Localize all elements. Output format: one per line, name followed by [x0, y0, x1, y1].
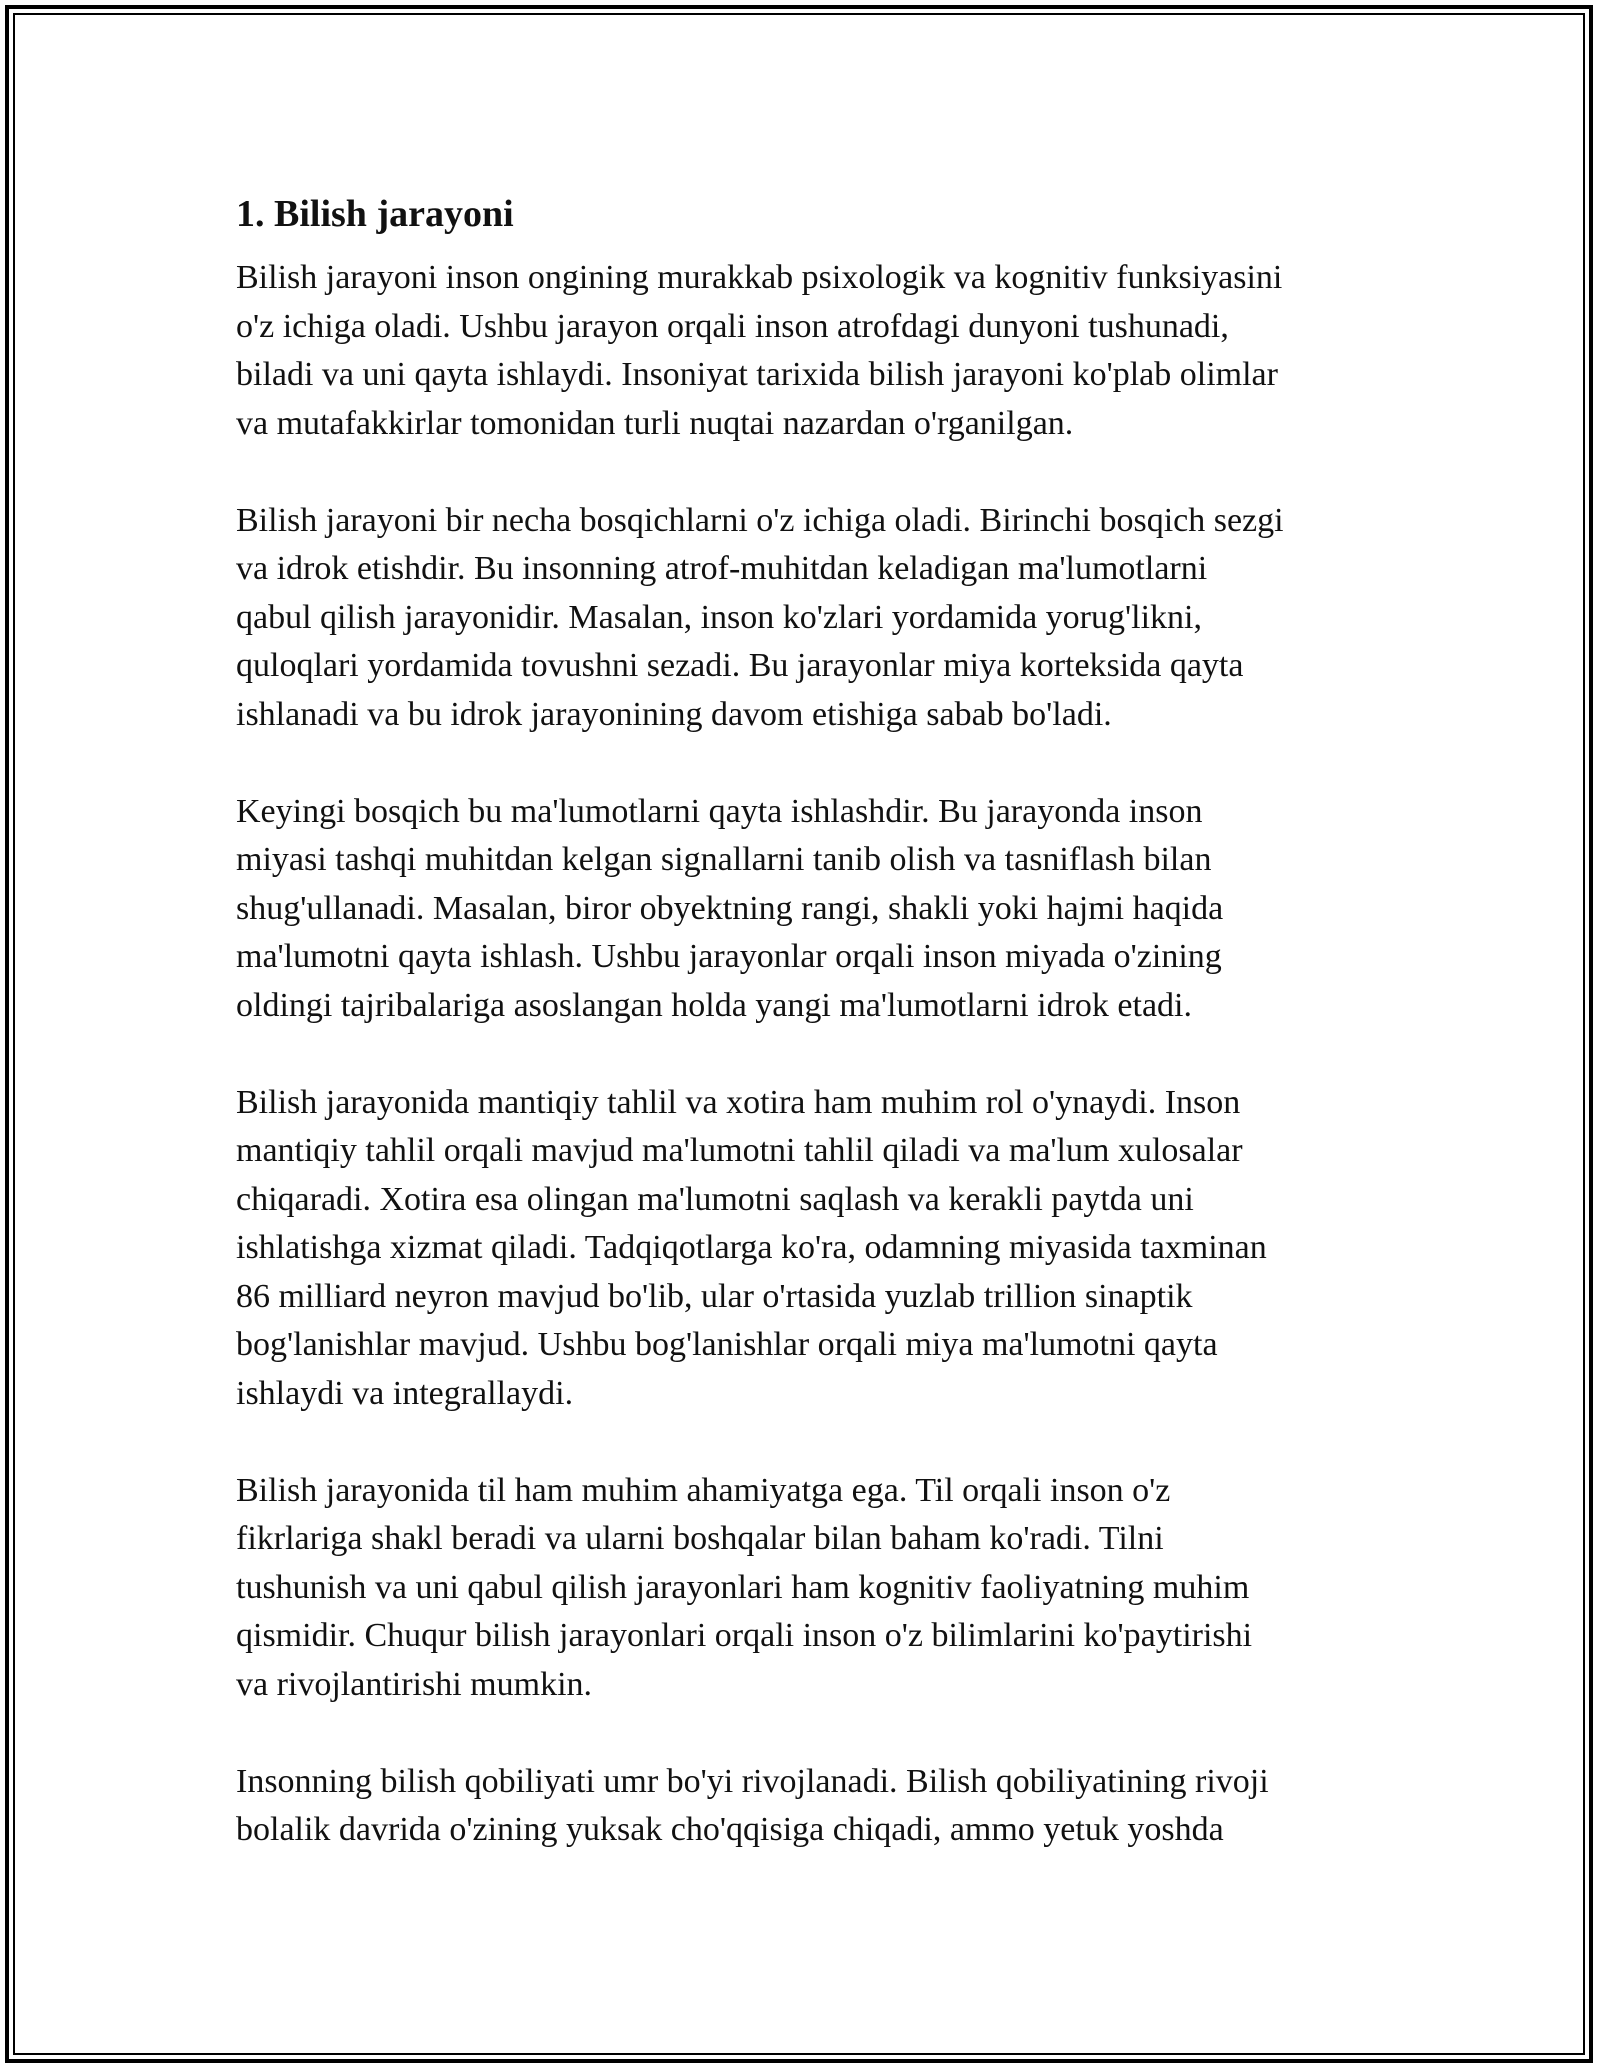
paragraph-3: Keyingi bosqich bu ma'lumotlarni qayta ishlashdir. Bu jarayonda inson miyasi tashqi muhitdan kelgan signallarni tanib olish va tasniflash bilan shug'ullanadi. Masalan, biror obyektning rangi, shakli yoki hajmi haqida ma'lumotni qayta ishlash. Ushbu jarayonlar orqali inson miyada o'zining oldingi tajribalariga asoslangan holda yangi ma'lumotlarni idrok etadi. [236, 792, 1224, 1024]
section-heading: 1. Bilish jarayoni [236, 193, 514, 235]
paragraph-6: Insonning bilish qobiliyati umr bo'yi rivojlanadi. Bilish qobiliyatining rivoji bolalik davrida o'zining yuksak cho'qqisiga chiqadi, ammo yetuk yoshda [236, 1762, 1269, 1848]
document-body [236, 186, 1376, 1903]
paragraph-1: Bilish jarayoni inson ongining murakkab psixologik va kognitiv funksiyasini o'z ichiga oladi. Ushbu jarayon orqali inson atrofdagi dunyoni tushunadi, biladi va uni qayta ishlaydi. Insoniyat tarixida bilish jarayoni ko'plab olimlar va mutafakkirlar tomonidan turli nuqtai nazardan o'rganilgan. [236, 259, 1283, 442]
paragraph-5: Bilish jarayonida til ham muhim ahamiyatga ega. Til orqali inson o'z fikrlariga shakl beradi va ularni boshqalar bilan baham ko'radi. Tilni tushunish va uni qabul qilish jarayonlari ham kognitiv faoliyatning muhim qismidir. Chuqur bilish jarayonlari orqali inson o'z bilimlarini ko'paytirishi va rivojlantirishi mumkin. [236, 1471, 1253, 1703]
paragraph-4: Bilish jarayonida mantiqiy tahlil va xotira ham muhim rol o'ynaydi. Inson mantiqiy tahlil orqali mavjud ma'lumotni tahlil qiladi va ma'lum xulosalar chiqaradi. Xotira esa olingan ma'lumotni saqlash va kerakli paytda uni ishlatishga xizmat qiladi. Tadqiqotlarga ko'ra, odamning miyasida taxminan 86 milliard neyron mavjud bo'lib, ular o'rtasida yuzlab trillion sinaptik bog'lanishlar mavjud. Ushbu bog'lanishlar orqali miya ma'lumotni qayta ishlaydi va integrallaydi. [236, 1083, 1267, 1412]
paragraph-2: Bilish jarayoni bir necha bosqichlarni o'z ichiga oladi. Birinchi bosqich sezgi va idrok etishdir. Bu insonning atrof-muhitdan keladigan ma'lumotlarni qabul qilish jarayonidir. Masalan, inson ko'zlari yordamida yorug'likni, quloqlari yordamida tovushni sezadi. Bu jarayonlar miya korteksida qayta ishlanadi va bu idrok jarayonining davom etishiga sabab bo'ladi. [236, 501, 1284, 733]
